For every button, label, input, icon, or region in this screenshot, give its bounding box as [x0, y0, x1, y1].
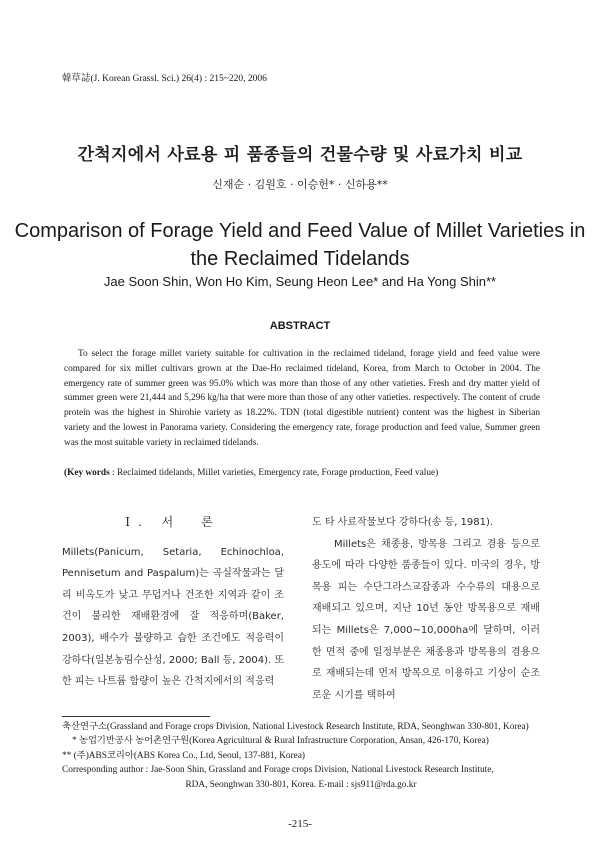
korean-title: 간척지에서 사료용 피 품종들의 건물수량 및 사료가치 비교 — [77, 145, 523, 165]
abstract-body: To select the forage millet variety suitable for cultivation in the reclaimed tideland, forage yield and feed value were compared for six millet cultivars grown at the Dae-Ho reclaimed tideland, Korea, from March to October in 2004. The emergency rate of summer green was 95.0% which was more than those of any other vatieties. Fresh and dry matter yield of summer green were 21,444 and 5,296 kg/ha that were more than those of any other vatieties. respectively. The content of crude protein was the highest in Shirohie variety as 18.22%. TDN (total digestible nutrient) content was the highest in Siberian variety and the lowest in Panorama variety. Considering the emergency rate, forage production and feed value, Summer green was the most suitable variety in reclaimed tidelands. — [64, 349, 540, 448]
keywords-label: (Key words — [64, 468, 110, 478]
intro-paragraph-right: Millets은 채종용, 방목용 그리고 겸용 등으로 용도에 따라 다양한 품종들이 있다. 미국의 경우, 방목용 피는 수단그라스교잡종과 수수류의 대용으로 재배되고 있으며, 지난 10년 동안 방목용으로 재배되는 Millets은 7,000~10,000ha에 달하며, 이러한 면적 중에 일정부분은 채종용과 방목용의 겸용으로 재배되는데 먼저 방목으로 이용하고 기상이 순조로운 시기를 택하여 — [312, 538, 540, 701]
section-heading-introduction: Ⅰ. 서 론 — [125, 515, 221, 529]
left-column — [62, 512, 284, 693]
corresponding-author-line-1: Corresponding author : Jae-Soon Shin, Grassland and Forage crops Division, National Livestock Research Institute, — [62, 765, 494, 776]
journal-reference: 韓草誌(J. Korean Grassl. Sci.) 26(4) : 215~220, 2006 — [62, 74, 267, 84]
affiliation-2: * 농업기반공사 농어촌연구원(Korea Agricultural & Rural Infrastructure Corporation, Ansan, 426-170, Korea) — [72, 736, 489, 747]
english-authors: Jae Soon Shin, Won Ho Kim, Seung Heon Lee* and Ha Yong Shin** — [103, 274, 497, 289]
affiliation-1: 축산연구소(Grassland and Forage crops Division, National Livestock Research Institute, RDA, Seonghwan 330-801, Korea) — [62, 722, 529, 732]
right-column — [312, 512, 540, 706]
footnote-divider — [62, 716, 210, 717]
intro-paragraph-left: Millets(Panicum, Setaria, Echinochloa, Pennisetum and Paspalum)는 곡실작물과는 달리 비옥도가 낮고 무덥거나 건조한 지역과 같이 조건이 불리한 재배환경에 잘 적응하며(Baker, 2003), 배수가 불량하고 습한 조건에도 적응력이 강하다(일본농림수산성, 2000; Ball 등, 2004). 또한 피는 나트륨 함량이 높은 간척지에서의 적응력 — [62, 546, 284, 688]
korean-authors: 신재순 · 김원호 · 이승헌* · 신하용** — [212, 178, 388, 191]
affiliation-3: ** (주)ABS코리아(ABS Korea Co., Ltd, Seoul, 137-881, Korea) — [62, 750, 306, 761]
english-title: Comparison of Forage Yield and Feed Value of Millet Varieties in the Reclaimed Tidelands — [14, 220, 586, 270]
footnotes — [62, 720, 540, 792]
keywords-text: : Reclaimed tidelands, Millet varieties, Emergency rate, Forage production, Feed value) — [109, 468, 439, 478]
page-number: -215- — [288, 818, 312, 830]
abstract-heading: ABSTRACT — [269, 320, 331, 332]
corresponding-author-line-2: RDA, Seonghwan 330-801, Korea. E-mail : sjs911@rda.go.kr — [185, 779, 417, 790]
keywords — [64, 468, 540, 478]
intro-continuation: 도 타 사료작물보다 강하다(송 등, 1981). — [312, 517, 494, 528]
